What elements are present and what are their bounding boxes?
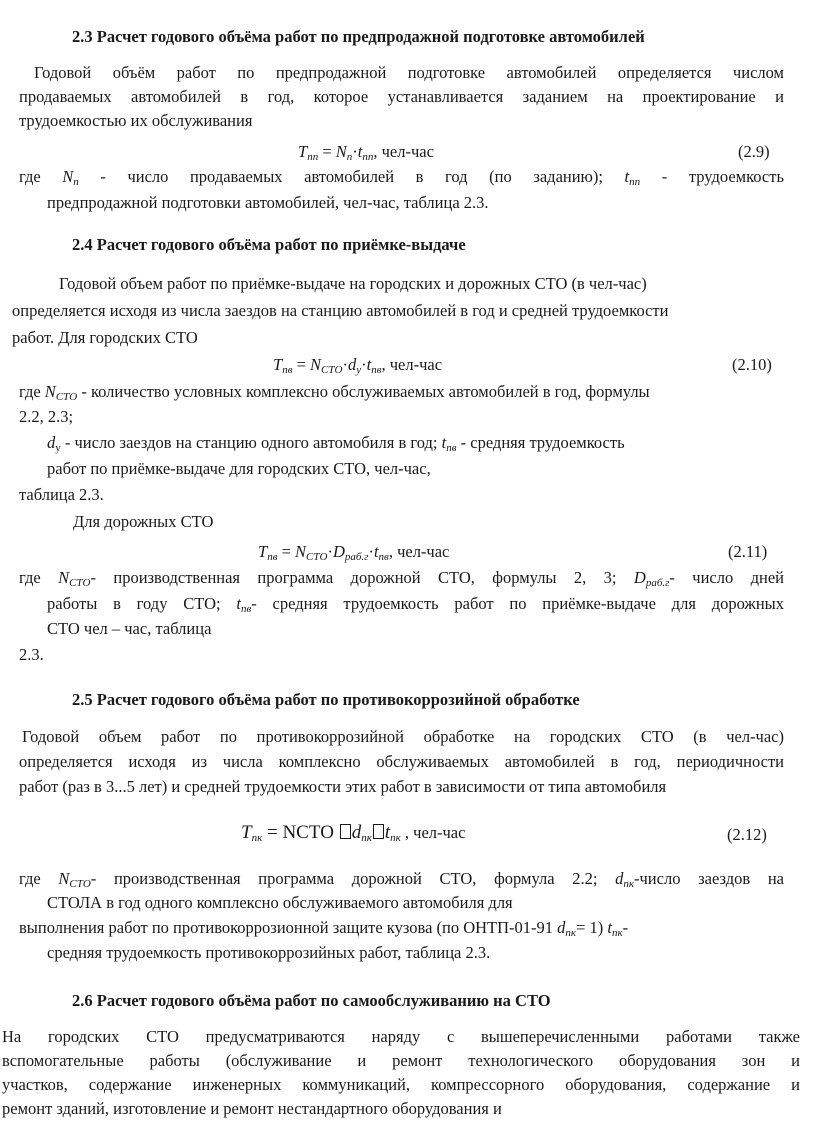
unknown-glyph-box-icon <box>373 824 384 839</box>
section-2-5-where-line-2: СТОЛА в год одного комплексно обслуживаемого автомобиля для <box>47 893 513 912</box>
section-2-6-paragraph-line-1: На городских СТО предусматриваются наряду с вышеперечисленными работами также <box>2 1027 800 1046</box>
section-2-6-paragraph-line-4: ремонт зданий, изготовление и ремонт нестандартного оборудования и <box>2 1099 502 1118</box>
formula-2-11-number: (2.11) <box>728 542 768 561</box>
section-2-4-where-line-1: где $N_{СТО}$ - количество условных комплексно обслуживаемых автомобилей в год, формулы <box>19 382 650 403</box>
road-sto-label: Для дорожных СТО <box>73 512 214 531</box>
section-2-4-paragraph-line-1: Годовой объем работ по приёмке-выдаче на городских и дорожных СТО (в чел-час) <box>59 274 647 293</box>
section-2-3-where-line-2: предпродажной подготовки автомобилей, чел-час, таблица 2.3. <box>47 193 489 212</box>
section-2-3-heading: 2.3 Расчет годового объёма работ по предпродажной подготовке автомобилей <box>72 27 645 46</box>
section-2-6-paragraph-line-2: вспомогательные работы (обслуживание и ремонт технологического оборудования зон и <box>2 1051 800 1070</box>
unknown-glyph-box-icon <box>340 824 351 839</box>
section-2-5-heading: 2.5 Расчет годового объёма работ по противокоррозийной обработке <box>72 690 580 709</box>
section-2-5-where-line-3: выполнения работ по противокоррозионной защите кузова (по ОНТП-01-91 $d_{пк}= 1$) $t_{пк}-$ <box>19 918 629 939</box>
formula-2-10: $Т_{пв} = N_{СТО}\cdot d_у\cdot t_{пв}$, чел-час <box>273 355 443 376</box>
section-2-4-road-where-line-1: где $N_{СТО}-$ производственная программа дорожной СТО, формулы 2, 3; $D_{раб.г}-$ число дней <box>19 568 784 589</box>
formula-2-11: $Т_{пв} = N_{СТО}\cdot D_{раб.г}\cdot t_{пв}$, чел-час <box>258 542 450 563</box>
formula-2-12: $Т_{пк}$ = NСТО $d_{пк}$ $t_{пк}$ , чел-час <box>241 822 466 844</box>
section-2-5-where-line-4: средняя трудоемкость противокоррозийных работ, таблица 2.3. <box>47 943 491 962</box>
section-2-3-paragraph-line-2: продаваемых автомобилей в год, которое устанавливается заданием на проектирование и <box>19 87 784 106</box>
section-2-4-where-line-4: работ по приёмке-выдаче для городских СТО, чел-час, <box>47 459 431 478</box>
section-2-4-paragraph-line-2: определяется исходя из числа заездов на станцию автомобилей в год и средней трудоемкости <box>12 301 669 320</box>
formula-2-9-number: (2.9) <box>738 142 770 161</box>
section-2-5-paragraph-line-3: работ (раз в 3...5 лет) и средней трудоемкости этих работ в зависимости от типа автомобиля <box>19 777 667 796</box>
section-2-4-where-line-2: 2.2, 2.3; <box>19 407 74 426</box>
section-2-4-road-where-line-3: СТО чел – час, таблица <box>47 619 212 638</box>
section-2-4-road-where-line-4: 2.3. <box>19 645 44 664</box>
section-2-4-where-line-3: $d_у$ - число заездов на станцию одного автомобиля в год; $t_{пв}$ - средняя трудоемкость <box>47 433 625 454</box>
section-2-6-heading: 2.6 Расчет годового объёма работ по самообслуживанию на СТО <box>72 991 551 1010</box>
section-2-4-road-where-line-2: работы в году СТО; $t_{пв}-$ средняя трудоемкость работ по приёмке-выдаче для дорожных <box>47 594 784 615</box>
section-2-3-where-line-1: где $N_п$ - число продаваемых автомобилей в год (по заданию); $t_{пп}$ - трудоемкость <box>19 167 784 188</box>
section-2-3-paragraph-line-1: Годовой объём работ по предпродажной подготовке автомобилей определяется числом <box>34 63 784 82</box>
section-2-6-paragraph-line-3: участков, содержание инженерных коммуникаций, компрессорного оборудования, содержание и <box>2 1075 800 1094</box>
section-2-4-paragraph-line-3: работ. Для городских СТО <box>12 328 198 347</box>
formula-2-9: $Т_{пп} = N_п\cdot t_{пп}$, чел-час <box>298 142 434 163</box>
formula-2-10-number: (2.10) <box>732 355 772 374</box>
section-2-5-paragraph-line-2: определяется исходя из числа комплексно обслуживаемых автомобилей в год, периодичности <box>19 752 784 771</box>
formula-2-12-number: (2.12) <box>727 825 767 844</box>
section-2-3-paragraph-line-3: трудоемкостью их обслуживания <box>19 111 253 130</box>
section-2-4-where-line-5: таблица 2.3. <box>19 485 104 504</box>
section-2-4-heading: 2.4 Расчет годового объёма работ по приёмке-выдаче <box>72 235 466 254</box>
section-2-5-paragraph-line-1: Годовой объем работ по противокоррозийной обработке на городских СТО (в чел-час) <box>22 727 784 746</box>
section-2-5-where-line-1: где $N_{СТО}-$ производственная программа дорожной СТО, формула 2.2; $d_{пк}$-число заездов на <box>19 869 784 890</box>
